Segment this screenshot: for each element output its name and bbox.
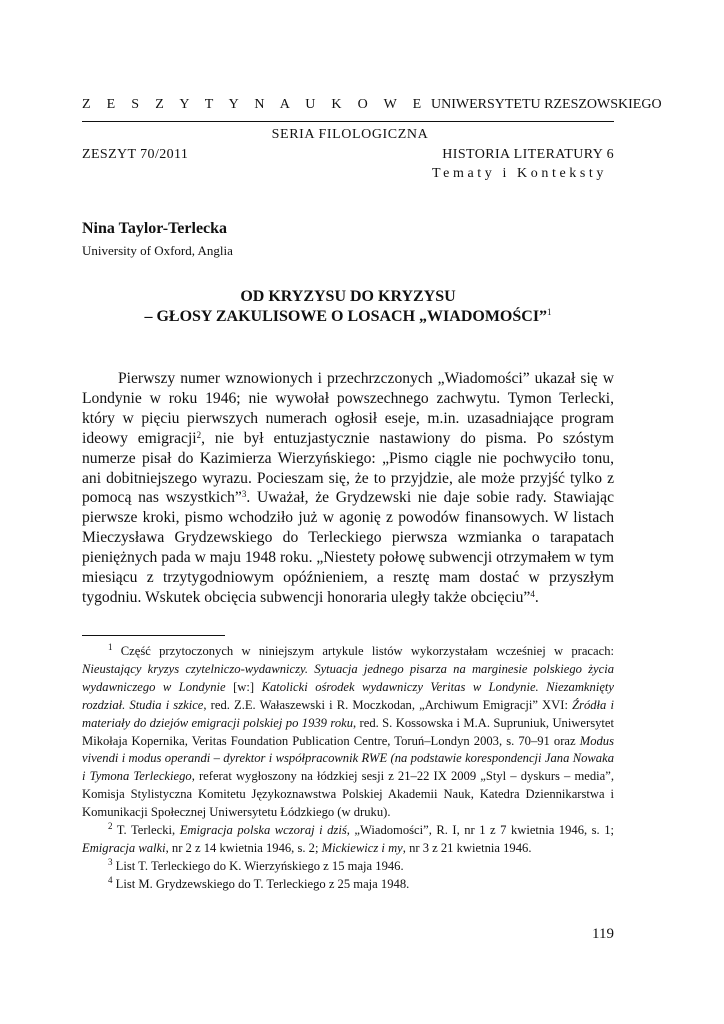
footnote-text: T. Terlecki, [116, 823, 180, 838]
body-text-part: Pierwszy numer wznowionych i przechrzczonych „Wiadomości” ukazał się w Londynie w roku 1946; nie wywołał powszechnego zachwytu. Tymon Terlecki, który w pięciu pierwszych numerach ogłosił eseje, m.in. uzasadniające program ideowy emigracji [82, 370, 614, 447]
footnote-4 [82, 876, 614, 894]
author-affiliation: University of Oxford, Anglia [82, 243, 233, 258]
page-number: 119 [592, 926, 614, 942]
footnote-italic: Źródła i materiały do dziejów emigracji polskiej po 1939 roku [82, 697, 614, 730]
header-rule [82, 121, 614, 122]
author-name: Nina Taylor-Terlecka [82, 220, 228, 237]
article-title-line-1: OD KRYZYSU DO KRYZYSU [240, 288, 456, 305]
body-text-part: . Uważał, że Grydzewski nie daje sobie rady. Stawiając pierwsze kroki, pismo wchodziło już w agonię z powodów finansowych. W listach Mieczysława Grydzewskiego do Terleckiego pierwsza wzmianka o tarapatach pieniężnych pada w maju 1948 roku. „Niestety połowę subwencji otrzymałem w tym miesiącu z trzytygodniowym opóźnieniem, a resztę mam dostać w przyszłym tygodniu. Wskutek obcięcia subwencji honoraria uległy także obcięciu” [82, 489, 614, 606]
article-title-line-2 [82, 307, 614, 327]
journal-name-university: UNIWERSYTETU RZESZOWSKIEGO [431, 97, 662, 112]
journal-name-spaced: Z E S Z Y T Y N A U K O W E [82, 97, 428, 112]
title-footnote-ref[interactable]: 1 [547, 307, 552, 317]
series-name: SERIA FILOLOGICZNA [271, 127, 429, 142]
article-title [82, 287, 614, 327]
journal-name [82, 96, 662, 114]
footnote-2 [82, 822, 614, 858]
footnotes [82, 643, 614, 894]
footnote-italic: Mickiewicz i my [321, 840, 403, 855]
footnote-3 [82, 858, 614, 876]
footnote-text: , red. Z.E. Wałaszewski i R. Moczkodan, „Archiwum Emigracji” XVI: [203, 697, 573, 712]
footnote-italic: Nieustający kryzys czytelniczo-wydawniczy. Sytuacja jednego pisarza na marginesie polskiego życia wydawniczego w Londynie [82, 661, 614, 694]
footnote-number: 1 [108, 642, 113, 652]
body-text-part: , nie był entuzjastycznie nastawiony do pisma. Po szóstym numerze pisał do Kazimierza Wierzyńskiego: „Pismo ciągle nie pochwyciło tonu, ani dobitniejszego wyrazu. Pocieszam się, że to przyjdzie, ale może przyjść tylko z pomocą nas wszystkich” [82, 429, 614, 507]
body-paragraph [82, 369, 614, 608]
footnote-1 [82, 643, 614, 822]
footnote-text: List M. Grydzewskiego do T. Terleckiego z 25 maja 1948. [115, 876, 410, 891]
footnote-italic: Katolicki ośrodek wydawniczy Veritas w Londynie. Niezamknięty rozdział. Studia i szkice [82, 679, 614, 712]
footnote-text: , referat wygłoszony na łódzkiej sesji z 21–22 IX 2009 „Styl – dyskurs – media”, Komisja Stylistyczna Komitetu Językoznawstwa Polskiej Akademii Nauk, Katedra Dziennikarstwa i Komunikacji Społecznej Uniwersytetu Łódzkiego (w druku). [82, 769, 614, 820]
footnote-italic: Emigracja polska wczoraj i dziś [179, 823, 347, 838]
footnote-number: 2 [108, 821, 113, 832]
footnote-text: Część przytoczonych w niniejszym artykule listów wykorzystałam wcześniej w pracach: [120, 644, 614, 658]
footnote-text: List T. Terleckiego do K. Wierzyńskiego z 15 maja 1946. [115, 858, 404, 873]
issue-row [82, 146, 614, 164]
body-text-part: . [534, 588, 539, 606]
footnote-text: [w:] [225, 679, 262, 694]
footnote-text: , nr 2 z 14 kwietnia 1946, s. 2; [165, 840, 322, 855]
footnote-number: 3 [108, 856, 113, 867]
footnote-separator [82, 635, 225, 636]
footnote-italic: Modus vivendi i modus operandi – dyrektor i współpracownik RWE (na podstawie korespondencji Jana Nowaka i Tymona Terleckiego [82, 733, 614, 784]
issue-number: ZESZYT 70/2011 [82, 147, 189, 162]
series-subtitle: Tematy i Konteksty [431, 166, 607, 181]
footnote-ref-4[interactable]: 4 [530, 588, 535, 599]
footnote-text: , red. S. Kossowska i M.A. Supruniuk, Uniwersytet Mikołaja Kopernika, Veritas Foundation Publication Centre, Toruń–Londyn 2003, s. 70–91 oraz [82, 715, 614, 748]
footnote-text: , nr 3 z 21 kwietnia 1946. [402, 840, 532, 855]
section-name: HISTORIA LITERATURY 6 [442, 147, 614, 162]
footnote-number: 4 [108, 874, 113, 885]
article-title-line-2-text: – GŁOSY ZAKULISOWE O LOSACH „WIADOMOŚCI” [144, 308, 548, 325]
footnote-italic: Emigracja walki [82, 840, 166, 855]
footnote-ref-3[interactable]: 3 [241, 489, 247, 500]
footnote-text: , „Wiadomości”, R. I, nr 1 z 7 kwietnia 1946, s. 1; [346, 823, 614, 838]
footnote-ref-2[interactable]: 2 [196, 429, 202, 440]
